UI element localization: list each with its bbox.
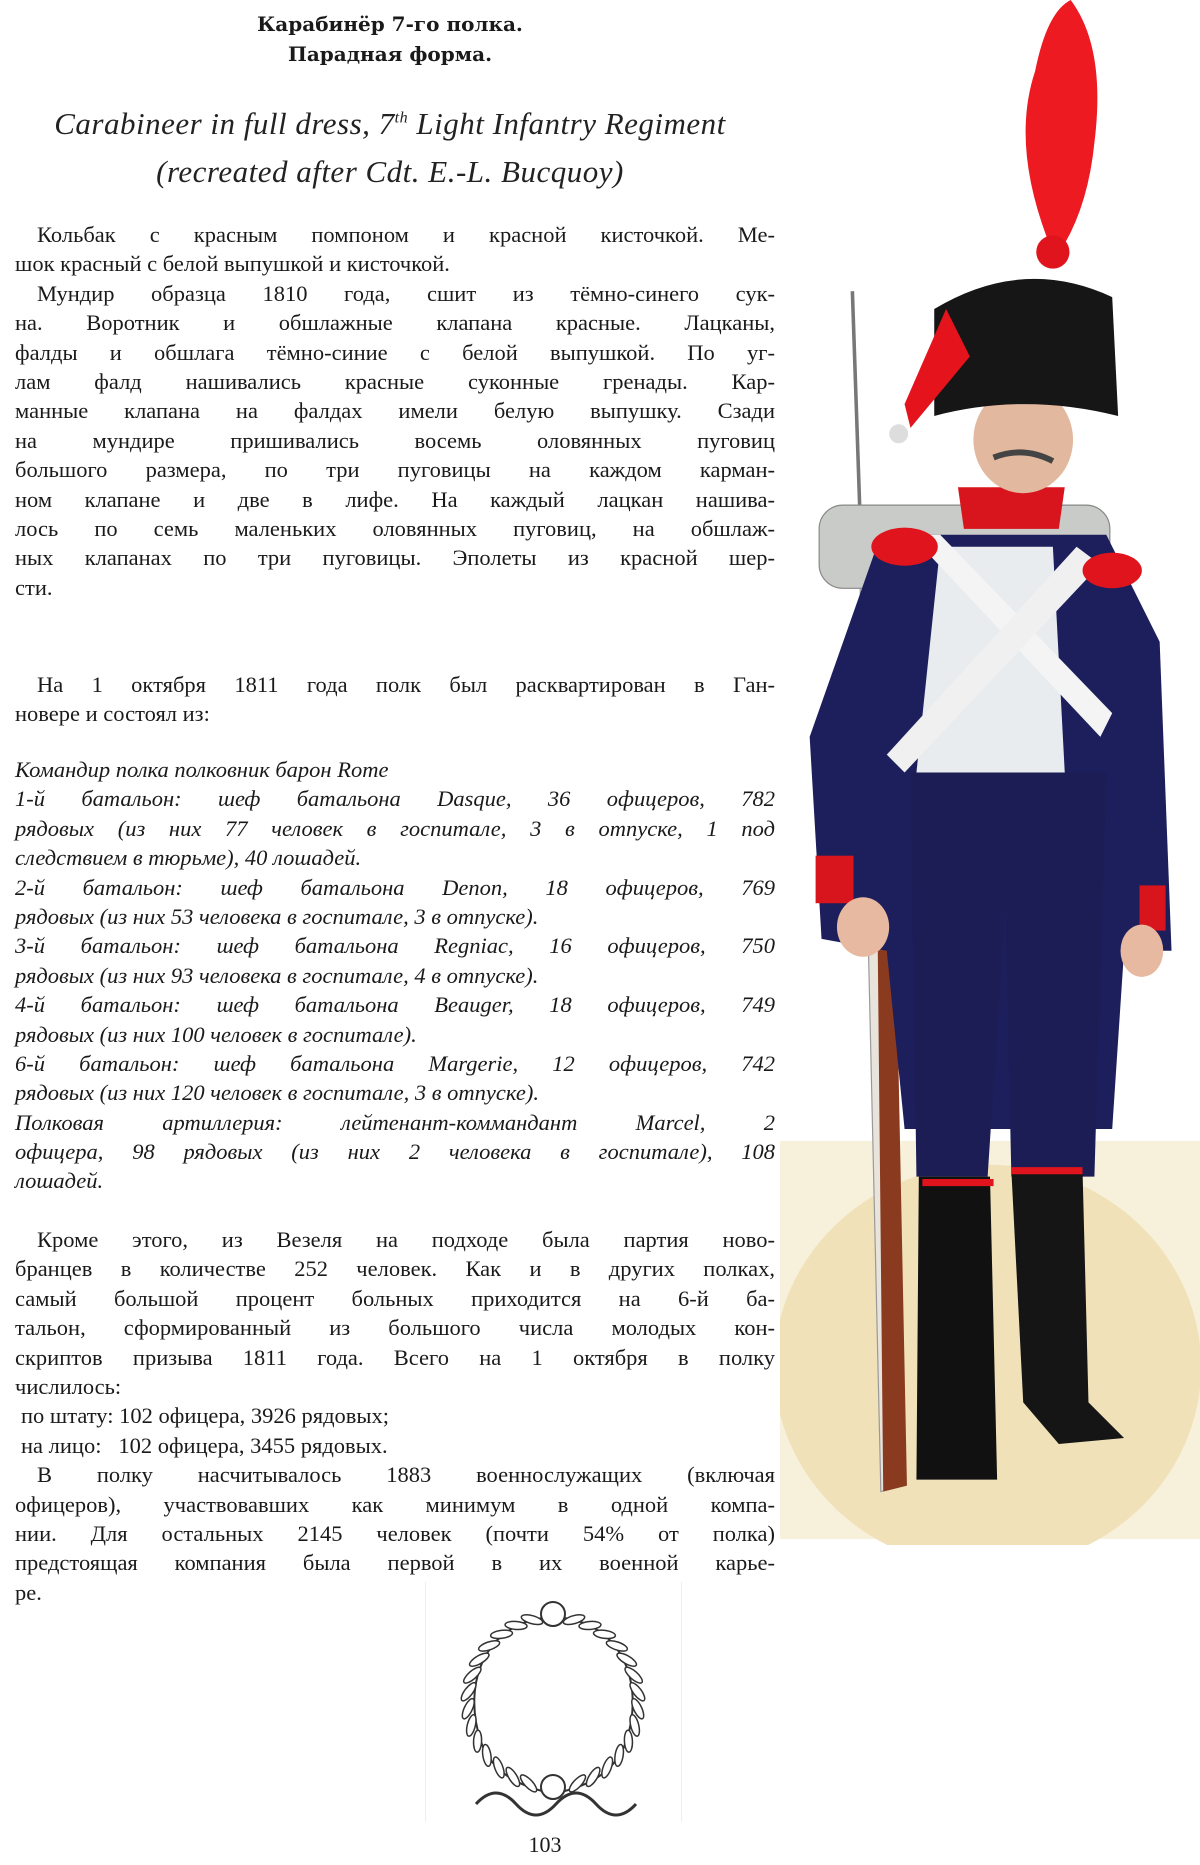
roster-line: лошадей. xyxy=(15,1168,104,1194)
roster-line: 2-й батальон: шеф батальона Denon, 18 офицеров, 769 xyxy=(15,874,775,900)
roster-line: офицера, 98 рядовых (из них 2 человека в госпитале), 108 xyxy=(15,1139,775,1165)
text-line: большого размера, по три пуговицы на каждом карман- xyxy=(15,457,775,483)
roster-line: рядовых (из них 100 человек в госпитале). xyxy=(15,1021,417,1047)
text-line: шок красный с белой выпушкой и кисточкой. xyxy=(15,251,450,277)
hand xyxy=(1121,925,1164,977)
laurel-leaf xyxy=(504,1765,522,1788)
roster-line: 6-й батальон: шеф батальона Margerie, 12 офицеров, 742 xyxy=(15,1050,775,1076)
epaulette xyxy=(1083,553,1142,589)
laurel-leaves xyxy=(459,1613,647,1794)
text-line: скриптов призыва 1811 года. Всего на 1 октября в полку xyxy=(15,1344,775,1370)
red-cuff xyxy=(1139,885,1165,930)
hand xyxy=(837,897,889,956)
regiment-roster xyxy=(15,755,775,1196)
laurel-leaf xyxy=(628,1681,648,1703)
laurel-leaf xyxy=(605,1639,628,1654)
laurel-leaf xyxy=(600,1756,615,1779)
text-line: по штату: 102 офицера, 3926 рядовых; xyxy=(21,1403,390,1429)
text-line: Кольбак с красным помпоном и красной кисточкой. Ме- xyxy=(37,222,775,247)
quartering-paragraph xyxy=(15,670,775,729)
text-line: ном клапане и две в лифе. На каждый лацкан нашива- xyxy=(15,486,775,512)
text-line: Мундир образца 1810 года, сшит из тёмно-синего сук- xyxy=(37,280,775,306)
caption-text: Light Infantry Regiment xyxy=(408,106,726,141)
red-plume xyxy=(1026,0,1098,244)
roster-line: рядовых (из них 77 человек в госпитале, 3 в отпуске, 1 под xyxy=(15,815,775,841)
carabineer-illustration xyxy=(780,0,1200,1545)
text-line: предстоящая компания была первой в их военной карье- xyxy=(15,1550,775,1576)
red-cuff xyxy=(816,856,854,904)
laurel-leaf xyxy=(481,1744,492,1767)
illustration-caption-line-2: (recreated after Cdt. E.-L. Bucquoy) xyxy=(156,154,624,189)
text-line: новере и состоял из: xyxy=(15,701,210,727)
page-number: 103 xyxy=(528,1832,562,1857)
illustration-caption-line-1 xyxy=(0,106,780,142)
tassel xyxy=(889,424,908,443)
text-line: на мундире пришивались восемь оловянных пуговиц xyxy=(15,427,775,453)
text-line: манные клапана на фалдах имели белую выпушку. Сзади xyxy=(15,398,775,424)
rosette xyxy=(541,1602,565,1626)
epaulette xyxy=(871,528,937,566)
roster-line: рядовых (из них 93 человека в госпитале, 4 в отпуске). xyxy=(15,962,539,988)
roster-line: 3-й батальон: шеф батальона Regniac, 16 офицеров, 750 xyxy=(15,933,775,959)
red-collar xyxy=(958,487,1065,529)
text-line: В полку насчитывалось 1883 военнослужащих (включая xyxy=(37,1462,775,1488)
rosette xyxy=(541,1775,565,1799)
boot xyxy=(916,1177,997,1480)
roster-line: рядовых (из них 120 человек в госпитале, 3 в отпуске). xyxy=(15,1080,539,1106)
text-line: фалды и обшлага тёмно-синие с белой выпушкой. По уг- xyxy=(15,339,775,365)
page-title-line-1: Карабинёр 7-го полка. xyxy=(257,12,523,36)
text-line: самый большой процент больных приходится на 6-й ба- xyxy=(15,1285,775,1311)
roster-line: рядовых (из них 53 человека в госпитале, 3 в отпуске). xyxy=(15,903,539,929)
text-line: на лицо: 102 офицера, 3455 рядовых. xyxy=(21,1432,388,1458)
laurel-leaf xyxy=(468,1651,491,1669)
text-line: ных клапанах по три пуговицы. Эполеты из красной шер- xyxy=(15,545,775,571)
uniform-description xyxy=(15,220,775,602)
laurel-leaf xyxy=(593,1629,616,1640)
text-line: на. Воротник и обшлажные клапана красные. Лацканы, xyxy=(15,310,775,336)
text-line: сти. xyxy=(15,574,53,600)
laurel-leaf xyxy=(624,1730,633,1752)
laurel-leaf xyxy=(613,1744,624,1767)
page-title-line-2: Парадная форма. xyxy=(287,42,493,66)
caption-text: Carabineer in full dress, 7 xyxy=(54,106,395,141)
laurel-wreath-ornament xyxy=(425,1582,682,1822)
summary-paragraph xyxy=(15,1225,775,1607)
text-line: На 1 октября 1811 года полк был расквартирован в Ган- xyxy=(37,672,775,697)
pompon xyxy=(1036,235,1069,268)
text-line: бранцев в количестве 252 человек. Как и в других полках, xyxy=(15,1256,775,1282)
roster-line: Полковая артиллерия: лейтенант-коммандант Marcel, 2 xyxy=(15,1109,775,1135)
laurel-leaf xyxy=(473,1730,482,1752)
laurel-leaf xyxy=(491,1756,506,1779)
text-line: лось по семь маленьких оловянных пуговиц, на обшлаж- xyxy=(15,515,775,541)
text-line: числилось: xyxy=(15,1373,122,1399)
text-line: офицеров), участвовавших как минимум в одной компа- xyxy=(15,1491,775,1517)
laurel-leaf xyxy=(490,1629,513,1640)
text-line: Кроме этого, из Везеля на подходе была партия ново- xyxy=(37,1227,775,1252)
text-line: ре. xyxy=(15,1579,42,1605)
text-line: тальон, сформированный из большого числа молодых кон- xyxy=(15,1315,775,1341)
caption-superscript: th xyxy=(394,109,409,127)
roster-line: 4-й батальон: шеф батальона Beauger, 18 офицеров, 749 xyxy=(15,992,775,1018)
roster-line: следствием в тюрьме), 40 лошадей. xyxy=(15,845,362,871)
roster-line: 1-й батальон: шеф батальона Dasque, 36 офицеров, 782 xyxy=(15,786,775,812)
text-line: лам фалд нашивались красные суконные гренады. Кар- xyxy=(15,368,775,394)
text-line: нии. Для остальных 2145 человек (почти 54% от полка) xyxy=(15,1520,775,1546)
roster-line: Командир полка полковник барон Rome xyxy=(15,757,389,782)
